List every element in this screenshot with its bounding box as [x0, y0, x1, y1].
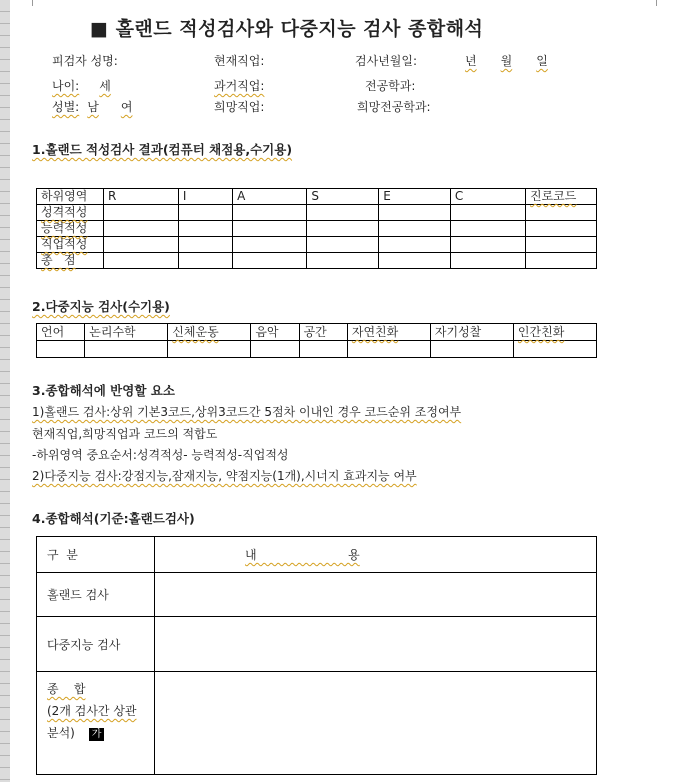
- score-cell[interactable]: [307, 205, 379, 221]
- score-cell[interactable]: [307, 237, 379, 253]
- header-cell: E: [379, 189, 451, 205]
- section4-heading: 4.종합해석(기준:홀랜드검사): [32, 511, 195, 526]
- holland-result-table: [36, 188, 597, 269]
- header-cell: C: [450, 189, 525, 205]
- page-title: ■ 홀랜드 적성검사와 다중지능 검사 종합해석: [90, 18, 484, 40]
- score-cell[interactable]: [307, 253, 379, 269]
- row-total-title: 종 합: [47, 682, 86, 696]
- gender-field[interactable]: [52, 98, 132, 115]
- score-cell[interactable]: [450, 205, 525, 221]
- score-cell[interactable]: [104, 205, 179, 221]
- header-cell: 음악: [251, 324, 299, 341]
- hope-job-label: 희망직업:: [214, 100, 265, 114]
- score-cell[interactable]: [233, 237, 307, 253]
- score-cell[interactable]: [299, 341, 347, 358]
- score-cell[interactable]: [233, 205, 307, 221]
- score-cell[interactable]: [233, 253, 307, 269]
- header-cell: 공간: [299, 324, 347, 341]
- score-cell[interactable]: [450, 221, 525, 237]
- score-cell[interactable]: [104, 253, 179, 269]
- score-cell[interactable]: [85, 341, 168, 358]
- year-label: 년: [465, 54, 477, 68]
- score-cell[interactable]: [513, 341, 596, 358]
- score-cell[interactable]: [450, 237, 525, 253]
- content-header: [155, 537, 597, 573]
- score-cell[interactable]: [526, 253, 597, 269]
- month-label: 월: [500, 54, 513, 68]
- score-cell[interactable]: [379, 253, 451, 269]
- row-label: 능력적성: [37, 221, 104, 237]
- age-field[interactable]: [52, 77, 111, 94]
- age-unit: 세: [99, 79, 111, 93]
- gender-male: 남: [87, 100, 99, 114]
- age-label: 나이:: [52, 79, 80, 93]
- header-cell: A: [233, 189, 307, 205]
- font-badge[interactable]: 가: [89, 728, 105, 741]
- header-cell: 인간친화: [513, 324, 596, 341]
- document-page: [10, 0, 678, 782]
- score-cell[interactable]: [178, 221, 232, 237]
- table-row: [37, 617, 597, 672]
- table-header-row: [37, 324, 597, 341]
- row-label: 총 점: [37, 253, 104, 269]
- score-cell[interactable]: [37, 341, 85, 358]
- score-cell[interactable]: [178, 205, 232, 221]
- table-row: [37, 253, 597, 269]
- header-cell: 신체운동: [168, 324, 251, 341]
- table-header-row: [37, 537, 597, 573]
- section3-line: 1)홀랜드 검사:상위 기본3코드,상위3코드간 5점차 이내인 경우 코드순위 조정여부: [32, 405, 462, 419]
- vertical-ruler[interactable]: [0, 0, 10, 782]
- section3-line: 2)다중지능 검사:강점지능,잠재지능, 약점지능(1개),시너지 효과지능 여부: [32, 469, 417, 483]
- score-cell[interactable]: [347, 341, 430, 358]
- table-row: [37, 205, 597, 221]
- header-cell: I: [178, 189, 232, 205]
- category-header: 구 분: [37, 537, 155, 573]
- margin-marker: [656, 0, 657, 6]
- current-job-label: 현재직업:: [214, 54, 265, 68]
- score-cell[interactable]: [307, 221, 379, 237]
- header-cell: 논리수학: [85, 324, 168, 341]
- gender-female: 여: [120, 100, 133, 114]
- content-header-label: 내 용: [245, 548, 360, 562]
- section3-line: -하위영역 중요순서:성격적성- 능력적성-직업적성: [32, 448, 289, 462]
- score-cell[interactable]: [168, 341, 251, 358]
- row-holland-label: 홀랜드 검사: [37, 573, 155, 617]
- header-cell: 자기성찰: [430, 324, 513, 341]
- score-cell[interactable]: [526, 205, 597, 221]
- score-cell[interactable]: [233, 221, 307, 237]
- row-multi-label: 다중지능 검사: [37, 617, 155, 672]
- table-row: [37, 221, 597, 237]
- margin-marker: [32, 0, 33, 6]
- section3-line: 현재직업,희망직업과 코드의 적합도: [32, 427, 218, 441]
- content-cell[interactable]: [155, 672, 597, 775]
- table-row: [37, 341, 597, 358]
- name-label: 피검자 성명:: [52, 54, 118, 68]
- day-label: 일: [536, 54, 548, 68]
- score-cell[interactable]: [251, 341, 299, 358]
- header-cell: 진로코드: [526, 189, 597, 205]
- summary-table: [36, 536, 597, 775]
- section1-heading: 1.홀랜드 적성검사 결과(컴퓨터 채점용,수기용): [32, 142, 293, 157]
- table-row: [37, 672, 597, 775]
- section3-heading: 3.종합해석에 반영할 요소: [32, 383, 175, 398]
- content-cell[interactable]: [155, 573, 597, 617]
- table-row: [37, 573, 597, 617]
- score-cell[interactable]: [526, 237, 597, 253]
- hope-major-label: 희망전공학과:: [357, 100, 431, 114]
- row-total-sub2: 분석): [47, 726, 75, 740]
- score-cell[interactable]: [430, 341, 513, 358]
- score-cell[interactable]: [104, 221, 179, 237]
- table-header-row: [37, 189, 597, 205]
- score-cell[interactable]: [379, 237, 451, 253]
- row-total-label: [37, 672, 155, 775]
- gender-label: 성별:: [52, 100, 80, 114]
- row-label: 성격적성: [37, 205, 104, 221]
- header-cell: 하위영역: [37, 189, 104, 205]
- content-cell[interactable]: [155, 617, 597, 672]
- score-cell[interactable]: [379, 205, 451, 221]
- past-job-label: 과거직업:: [214, 79, 265, 93]
- test-date-label: 검사년월일:: [355, 54, 418, 68]
- score-cell[interactable]: [178, 253, 232, 269]
- row-label: 직업적성: [37, 237, 104, 253]
- score-cell[interactable]: [178, 237, 232, 253]
- multiple-intelligence-table: [36, 323, 597, 358]
- score-cell[interactable]: [379, 221, 451, 237]
- header-cell: S: [307, 189, 379, 205]
- row-total-sub1: (2개 검사간 상관: [47, 704, 137, 718]
- header-cell: 언어: [37, 324, 85, 341]
- header-cell: R: [104, 189, 179, 205]
- header-cell: 자연친화: [347, 324, 430, 341]
- score-cell[interactable]: [450, 253, 525, 269]
- test-date-field[interactable]: [465, 52, 548, 69]
- table-row: [37, 237, 597, 253]
- section2-heading: 2.다중지능 검사(수기용): [32, 299, 170, 314]
- major-label: 전공학과:: [365, 79, 416, 93]
- score-cell[interactable]: [526, 221, 597, 237]
- score-cell[interactable]: [104, 237, 179, 253]
